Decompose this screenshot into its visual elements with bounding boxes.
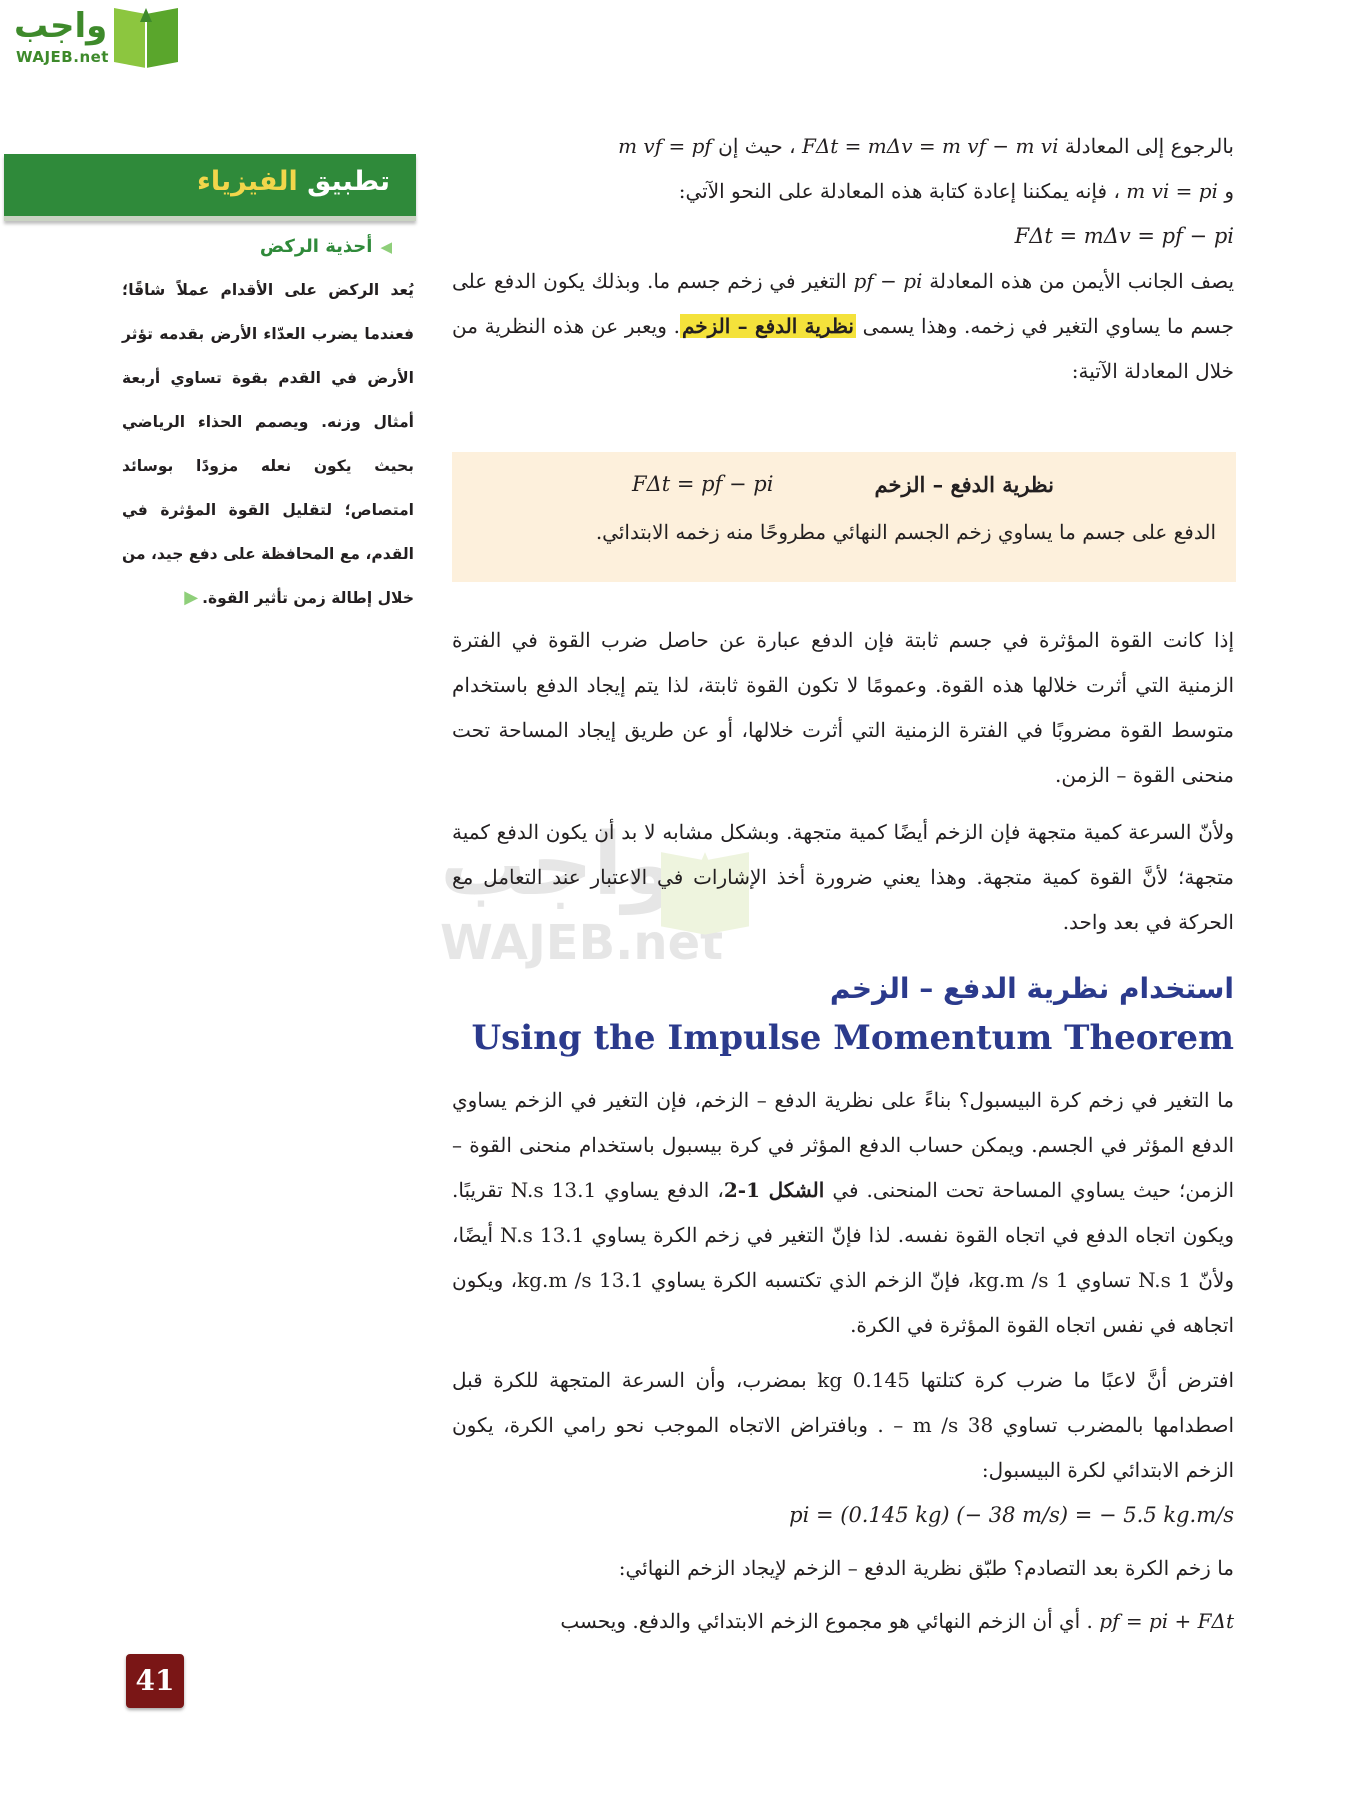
paragraph-4: إذا كانت القوة المؤثرة في جسم ثابتة فإن الدفع عبارة عن حاصل ضرب القوة في الفترة الزمنية التي أثرت خلالها هذه القوة. وعمومًا لا تكون القوة ثابتة، لذا يتم إيجاد الدفع باستخدام متوسط القوة مضروبًا في الفترة الزمنية التي أثرت خلالها، أو عن طريق إيجاد المساحة تحت منحنى القوة – الزمن.	[452, 628, 1234, 787]
section-body	[452, 1078, 1234, 1644]
p2-text-b: ، فإنه يمكننا إعادة كتابة هذه المعادلة على النحو الآتي:	[678, 179, 1120, 203]
equation-final-sum: pf = pi + FΔt	[1099, 1609, 1234, 1633]
book-icon	[106, 4, 186, 70]
p2-text-a: و	[1224, 179, 1234, 203]
paragraph-2	[452, 169, 1234, 214]
equation-impulse-velocity: FΔt = mΔv = m vf − m vi	[801, 134, 1059, 158]
p1-text-b: ، حيث إن	[718, 134, 796, 158]
logo-latin: WAJEB.net	[16, 48, 109, 66]
p3-text-c: . ويعبر عن هذه النظرية من خلال المعادلة الآتية:	[452, 314, 1234, 383]
p6-text-b: ، الدفع يساوي 13.1 N.s تقريبًا. ويكون اتجاه الدفع في اتجاه القوة نفسه. لذا فإنّ التغير في زخم الكرة يساوي 13.1 N.s أيضًا، ولأنّ 1 N.s تساوي 1 kg.m /s، فإنّ الزخم الذي تكتسبه الكرة يساوي 13.1 kg.m /s، ويكون اتجاهه في نفس اتجاه القوة المؤثرة في الكرة.	[452, 1178, 1235, 1337]
figure-reference: الشكل 1-2	[723, 1178, 825, 1202]
paragraph-6	[452, 1078, 1234, 1348]
paragraph-7: افترض أنَّ لاعبًا ما ضرب كرة كتلتها 0.145 kg بمضرب، وأن السرعة المتجهة للكرة قبل اصطدامها بالمضرب تساوي 38 m /s – . وبافتراض الاتجاه الموجب نحو رامي الكرة، يكون الزخم الابتدائي لكرة البيسبول:	[452, 1368, 1235, 1482]
equation-final-momentum: m vf = pf	[618, 134, 712, 158]
paragraph-3	[452, 259, 1234, 394]
paragraph-5: ولأنّ السرعة كمية متجهة فإن الزخم أيضًا كمية متجهة. وبشكل مشابه لا بد أن يكون الدفع كمية متجهة؛ لأنَّ القوة كمية متجهة. وهذا يعني ضرورة أخذ الإشارات في الاعتبار عند التعامل مع الحركة في بعد واحد.	[452, 820, 1234, 934]
paragraph-1	[452, 124, 1234, 169]
sidebar-title-part2: الفيزياء	[197, 166, 298, 197]
equation-initial-momentum: m vi = pi	[1126, 179, 1218, 203]
sidebar-subheading	[260, 236, 392, 257]
section-title-arabic: استخدام نظرية الدفع – الزخم	[829, 972, 1234, 1005]
p1-text-a: بالرجوع إلى المعادلة	[1064, 134, 1234, 158]
logo-arabic: واجب	[14, 6, 108, 46]
theorem-description: الدفع على جسم ما يساوي زخم الجسم النهائي مطروحًا منه زخمه الابتدائي.	[595, 520, 1216, 544]
sidebar-subheading-text: أحذية الركض	[259, 236, 373, 257]
paragraph-9	[452, 1599, 1234, 1644]
equation-initial-baseball: pi = (0.145 kg) (− 38 m/s) = − 5.5 kg.m/s	[789, 1503, 1234, 1527]
body-paragraphs	[452, 618, 1234, 945]
equation-momentum-change: pf − pi	[853, 269, 923, 293]
sidebar-title-part1: تطبيق	[307, 166, 390, 197]
section-title-english: Using the Impulse Momentum Theorem	[471, 1018, 1234, 1058]
highlighted-term: نظرية الدفع – الزخم	[681, 314, 854, 338]
sidebar-body	[122, 268, 414, 620]
watermark-latin: WAJEB.net	[440, 915, 724, 971]
end-marker-icon: ▶	[184, 587, 199, 608]
page-number: 41	[126, 1654, 184, 1708]
physics-application-sidebar	[0, 154, 420, 674]
p3-text-b: التغير في زخم جسم ما. وبذلك يكون الدفع على جسم ما يساوي التغير في زخمه. وهذا يسمى	[452, 269, 1235, 338]
wajeb-logo[interactable]	[6, 4, 186, 68]
theorem-name: نظرية الدفع – الزخم	[874, 472, 1054, 497]
sidebar-title-bar	[4, 154, 416, 221]
sidebar-body-text: يُعد الركض على الأقدام عملاً شاقًا؛ فعندما يضرب العدّاء الأرض بقدمه تؤثر الأرض في القدم بقوة تساوي أربعة أمثال وزنه. ويصمم الحذاء الرياضي بحيث يكون نعله مزودًا بوسائد امتصاص؛ لتقليل القوة المؤثرة في القدم، مع المحافظة على دفع جيد، من خلال إطالة زمن تأثير القوة.	[122, 281, 414, 607]
intro-paragraph	[452, 124, 1234, 394]
theorem-equation: FΔt = pf − pi	[632, 472, 774, 496]
p3-text-a: يصف الجانب الأيمن من هذه المعادلة	[929, 269, 1235, 293]
theorem-box	[452, 452, 1236, 582]
equation-main: FΔt = mΔv = pf − pi	[1014, 224, 1234, 248]
watermark-arabic: واجب	[440, 815, 676, 915]
paragraph-8: ما زخم الكرة بعد التصادم؟ طبّق نظرية الدفع – الزخم لإيجاد الزخم النهائي:	[618, 1556, 1234, 1580]
triangle-bullet-icon: ◀	[380, 238, 392, 256]
sidebar-title	[197, 166, 390, 197]
p9-text-b: . أي أن الزخم النهائي هو مجموع الزخم الابتدائي والدفع. ويحسب	[560, 1609, 1093, 1633]
p6-text-a: ما التغير في زخم كرة البيسبول؟ بناءً على نظرية الدفع – الزخم، فإن التغير في الزخم يساوي الدفع المؤثر في الجسم. ويمكن حساب الدفع المؤثر في كرة بيسبول باستخدام منحنى القوة – الزمن؛ حيث يساوي المساحة تحت المنحنى. في	[452, 1088, 1234, 1202]
